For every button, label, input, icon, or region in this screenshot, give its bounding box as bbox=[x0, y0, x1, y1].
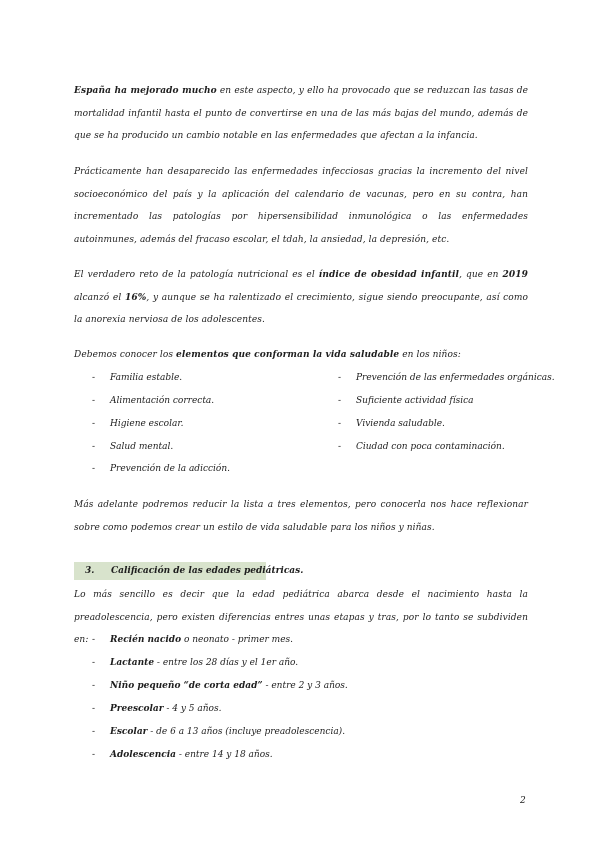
list-dash: - bbox=[92, 464, 96, 474]
list-item: Higiene escolar. bbox=[110, 419, 184, 429]
stage-item: Recién nacido o neonato - primer mes. bbox=[110, 635, 294, 645]
section-title: Calificación de las edades pediátricas. bbox=[111, 566, 304, 576]
paragraph-spain-improvement: España ha mejorado mucho en este aspecto, y ello ha provocado que se reduzcan las tasas de mortalidad infantil hasta el punto de convertirse en una de las más bajas del mundo, además de que se ha producido un cambio notable en las enfermedades que afectan a la infancia. bbox=[74, 86, 529, 141]
stage-item: Adolescencia - entre 14 y 18 años. bbox=[110, 750, 273, 760]
list-dash: - bbox=[92, 373, 96, 383]
list-dash: - bbox=[92, 396, 96, 406]
list-item: Suficiente actividad física bbox=[356, 396, 474, 406]
list-dash: - bbox=[92, 727, 96, 737]
list-dash: - bbox=[92, 704, 96, 714]
paragraph-diseases: Prácticamente han desaparecido las enfermedades infecciosas gracias la incremento del nivel socioeconómico del país y la aplicación del calendario de vacunas, pero en su contra, han incrementado las patologías por hipersensibilidad inmunológica o las enfermedades autoinmunes, además del fracaso escolar, el tdah, la ansiedad, la depresión, etc. bbox=[74, 167, 528, 245]
paragraph-obesity: El verdadero reto de la patología nutricional es el índice de obesidad infantil, que en 2019 alcanzó el 16%, y aunque se ha ralentizado el crecimiento, sigue siendo preocupante, así como la anorexia nerviosa de los adolescentes. bbox=[74, 270, 528, 325]
list-item: Ciudad con poca contaminación. bbox=[356, 442, 505, 452]
list-dash: - bbox=[92, 419, 96, 429]
section-heading bbox=[74, 562, 304, 580]
list-item: Prevención de la adicción. bbox=[110, 464, 230, 474]
stage-item: Escolar - de 6 a 13 años (incluye preadolescencia). bbox=[110, 727, 346, 737]
list-item: Alimentación correcta. bbox=[110, 396, 215, 406]
bold-phrase: España ha mejorado mucho bbox=[74, 86, 217, 96]
list-dash: - bbox=[338, 373, 342, 383]
stage-item: Niño pequeño “de corta edad” - entre 2 y 3 años. bbox=[110, 681, 348, 691]
paragraph-healthy-life-intro: Debemos conocer los elementos que conforman la vida saludable en los niños: bbox=[74, 350, 461, 360]
list-dash: - bbox=[338, 396, 342, 406]
list-item: Vivienda saludable. bbox=[356, 419, 445, 429]
stage-item: Lactante - entre los 28 días y el 1er año. bbox=[110, 658, 299, 668]
section-number: 3. bbox=[85, 566, 95, 576]
list-dash: - bbox=[92, 658, 96, 668]
list-item: Salud mental. bbox=[110, 442, 174, 452]
list-dash: - bbox=[92, 442, 96, 452]
stage-item: Preescolar - 4 y 5 años. bbox=[110, 704, 222, 714]
list-dash: - bbox=[92, 750, 96, 760]
paragraph-reflection: Más adelante podremos reducir la lista a tres elementos, pero conocerla nos hace reflexionar sobre como podemos crear un estilo de vida saludable para los niños y niñas. bbox=[74, 500, 528, 533]
page-number: 2 bbox=[520, 796, 526, 806]
list-dash: - bbox=[338, 442, 342, 452]
list-dash: - bbox=[92, 635, 96, 645]
list-dash: - bbox=[92, 681, 96, 691]
list-dash: - bbox=[338, 419, 342, 429]
list-item: Prevención de las enfermedades orgánicas. bbox=[356, 373, 555, 383]
paragraph-pediatric-ages: Lo más sencillo es decir que la edad pediátrica abarca desde el nacimiento hasta la preadolescencia, pero existen diferencias entres unas etapas y tras, por lo tanto se subdividen en: bbox=[74, 590, 528, 645]
list-item: Familia estable. bbox=[110, 373, 183, 383]
